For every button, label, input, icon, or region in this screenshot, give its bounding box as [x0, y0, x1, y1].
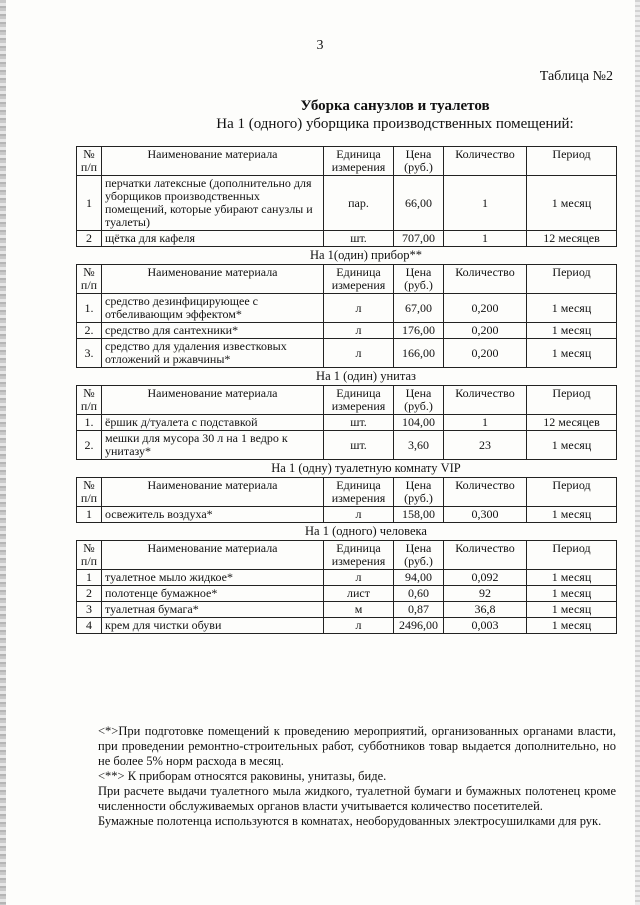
cell-period: 1 месяц [527, 339, 617, 368]
cell-unit: шт. [324, 415, 394, 431]
cell-price: 0,87 [394, 602, 444, 618]
cell-price: 2496,00 [394, 618, 444, 634]
cell-price: 3,60 [394, 431, 444, 460]
materials-table [76, 385, 617, 460]
document-subtitle: На 1 (одного) уборщика производственных помещений: [216, 116, 574, 132]
column-header-price: Цена (руб.) [394, 386, 444, 415]
table-row [77, 431, 617, 460]
column-header-price: Цена (руб.) [394, 147, 444, 176]
footnotes [98, 724, 616, 829]
cell-unit: л [324, 507, 394, 523]
cell-num: 2. [77, 323, 102, 339]
table-header-row [77, 386, 617, 415]
cell-price: 158,00 [394, 507, 444, 523]
table-row [77, 176, 617, 231]
cell-period: 1 месяц [527, 507, 617, 523]
column-header-qty: Количество [444, 478, 527, 507]
footnote-1: <*>При подготовке помещений к проведению мероприятий, организованных органами власти, при проведении ремонтно-строительных работ, субботников товар выдается дополнительно, но не более 5% норм расхода в месяц. [98, 724, 616, 768]
cell-price: 104,00 [394, 415, 444, 431]
column-header-unit: Единица измерения [324, 147, 394, 176]
table-row [77, 294, 617, 323]
cell-period: 1 месяц [527, 323, 617, 339]
column-header-period: Период [527, 147, 617, 176]
table-header-row [77, 265, 617, 294]
section-header: На 1 (один) унитаз [316, 369, 416, 383]
table-header-row [77, 478, 617, 507]
table-row [77, 586, 617, 602]
cell-qty: 0,200 [444, 294, 527, 323]
materials-table [76, 477, 617, 523]
cell-num: 3. [77, 339, 102, 368]
cell-unit: м [324, 602, 394, 618]
cell-name: мешки для мусора 30 л на 1 ведро к унитазу* [102, 431, 324, 460]
footnote-3: При расчете выдачи туалетного мыла жидкого, туалетной бумаги и бумажных полотенец кроме численности обслуживаемых органов власти учитывается количество посетителей. [98, 784, 616, 813]
column-header-price: Цена (руб.) [394, 541, 444, 570]
column-header-num: № п/п [77, 147, 102, 176]
column-header-unit: Единица измерения [324, 386, 394, 415]
column-header-qty: Количество [444, 147, 527, 176]
cell-num: 1 [77, 176, 102, 231]
section-header: На 1 (одну) туалетную комнату VIP [271, 461, 461, 475]
column-header-unit: Единица измерения [324, 478, 394, 507]
column-header-name: Наименование материала [102, 386, 324, 415]
column-header-name: Наименование материала [102, 265, 324, 294]
cell-qty: 1 [444, 231, 527, 247]
cell-name: ёршик д/туалета с подставкой [102, 415, 324, 431]
cell-unit: л [324, 618, 394, 634]
cell-period: 1 месяц [527, 294, 617, 323]
cell-name: перчатки латексные (дополнительно для уборщиков производственных помещений, которые убирают санузлы и туалеты) [102, 176, 324, 231]
column-header-period: Период [527, 265, 617, 294]
materials-table [76, 540, 617, 634]
column-header-period: Период [527, 478, 617, 507]
norms-tables [76, 146, 616, 634]
cell-period: 1 месяц [527, 176, 617, 231]
scan-edge-right [635, 0, 640, 905]
table-row [77, 415, 617, 431]
cell-name: освежитель воздуха* [102, 507, 324, 523]
column-header-name: Наименование материала [102, 147, 324, 176]
cell-num: 4 [77, 618, 102, 634]
column-header-name: Наименование материала [102, 478, 324, 507]
cell-num: 2 [77, 231, 102, 247]
column-header-name: Наименование материала [102, 541, 324, 570]
cell-unit: пар. [324, 176, 394, 231]
column-header-num: № п/п [77, 386, 102, 415]
column-header-price: Цена (руб.) [394, 265, 444, 294]
table-header-row [77, 541, 617, 570]
cell-name: щётка для кафеля [102, 231, 324, 247]
footnote-2: <**> К приборам относятся раковины, унитазы, биде. [98, 769, 387, 783]
cell-qty: 0,200 [444, 339, 527, 368]
table-header-row [77, 147, 617, 176]
cell-unit: шт. [324, 231, 394, 247]
document-title: Уборка санузлов и туалетов [300, 98, 490, 114]
column-header-qty: Количество [444, 386, 527, 415]
cell-qty: 23 [444, 431, 527, 460]
scan-edge-left [0, 0, 6, 905]
cell-price: 94,00 [394, 570, 444, 586]
column-header-period: Период [527, 386, 617, 415]
cell-name: крем для чистки обуви [102, 618, 324, 634]
column-header-num: № п/п [77, 265, 102, 294]
cell-period: 1 месяц [527, 618, 617, 634]
cell-qty: 0,003 [444, 618, 527, 634]
cell-price: 0,60 [394, 586, 444, 602]
column-header-unit: Единица измерения [324, 541, 394, 570]
cell-num: 1. [77, 415, 102, 431]
cell-num: 1 [77, 570, 102, 586]
cell-unit: л [324, 339, 394, 368]
section-header: На 1(один) прибор** [309, 248, 423, 262]
cell-name: туалетное мыло жидкое* [102, 570, 324, 586]
table-row [77, 323, 617, 339]
cell-unit: шт. [324, 431, 394, 460]
cell-price: 67,00 [394, 294, 444, 323]
table-row [77, 570, 617, 586]
cell-num: 1. [77, 294, 102, 323]
cell-unit: л [324, 570, 394, 586]
cell-name: туалетная бумага* [102, 602, 324, 618]
cell-num: 2 [77, 586, 102, 602]
column-header-qty: Количество [444, 541, 527, 570]
cell-name: средство для сантехники* [102, 323, 324, 339]
materials-table [76, 146, 617, 247]
cell-period: 1 месяц [527, 570, 617, 586]
cell-period: 1 месяц [527, 586, 617, 602]
column-header-qty: Количество [444, 265, 527, 294]
table-row [77, 231, 617, 247]
section-header: На 1 (одного) человека [305, 524, 427, 538]
column-header-unit: Единица измерения [324, 265, 394, 294]
footnote-4: Бумажные полотенца используются в комнатах, необорудованных электросушилками для рук. [98, 814, 602, 828]
cell-price: 166,00 [394, 339, 444, 368]
table-reference: Таблица №2 [539, 69, 613, 84]
column-header-num: № п/п [77, 478, 102, 507]
column-header-price: Цена (руб.) [394, 478, 444, 507]
column-header-period: Период [527, 541, 617, 570]
cell-price: 176,00 [394, 323, 444, 339]
table-row [77, 602, 617, 618]
cell-unit: л [324, 294, 394, 323]
cell-qty: 0,092 [444, 570, 527, 586]
cell-qty: 92 [444, 586, 527, 602]
cell-qty: 36,8 [444, 602, 527, 618]
cell-num: 2. [77, 431, 102, 460]
table-row [77, 339, 617, 368]
cell-num: 1 [77, 507, 102, 523]
cell-qty: 1 [444, 415, 527, 431]
cell-price: 707,00 [394, 231, 444, 247]
page-number: 3 [316, 38, 324, 53]
cell-period: 1 месяц [527, 431, 617, 460]
cell-qty: 0,300 [444, 507, 527, 523]
cell-price: 66,00 [394, 176, 444, 231]
table-row [77, 507, 617, 523]
cell-period: 12 месяцев [527, 231, 617, 247]
cell-unit: л [324, 323, 394, 339]
cell-name: средство дезинфицирующее с отбеливающим эффектом* [102, 294, 324, 323]
cell-qty: 0,200 [444, 323, 527, 339]
cell-name: полотенце бумажное* [102, 586, 324, 602]
cell-qty: 1 [444, 176, 527, 231]
cell-period: 12 месяцев [527, 415, 617, 431]
cell-unit: лист [324, 586, 394, 602]
cell-period: 1 месяц [527, 602, 617, 618]
column-header-num: № п/п [77, 541, 102, 570]
table-row [77, 618, 617, 634]
cell-num: 3 [77, 602, 102, 618]
cell-name: средство для удаления известковых отложений и ржавчины* [102, 339, 324, 368]
materials-table [76, 264, 617, 368]
